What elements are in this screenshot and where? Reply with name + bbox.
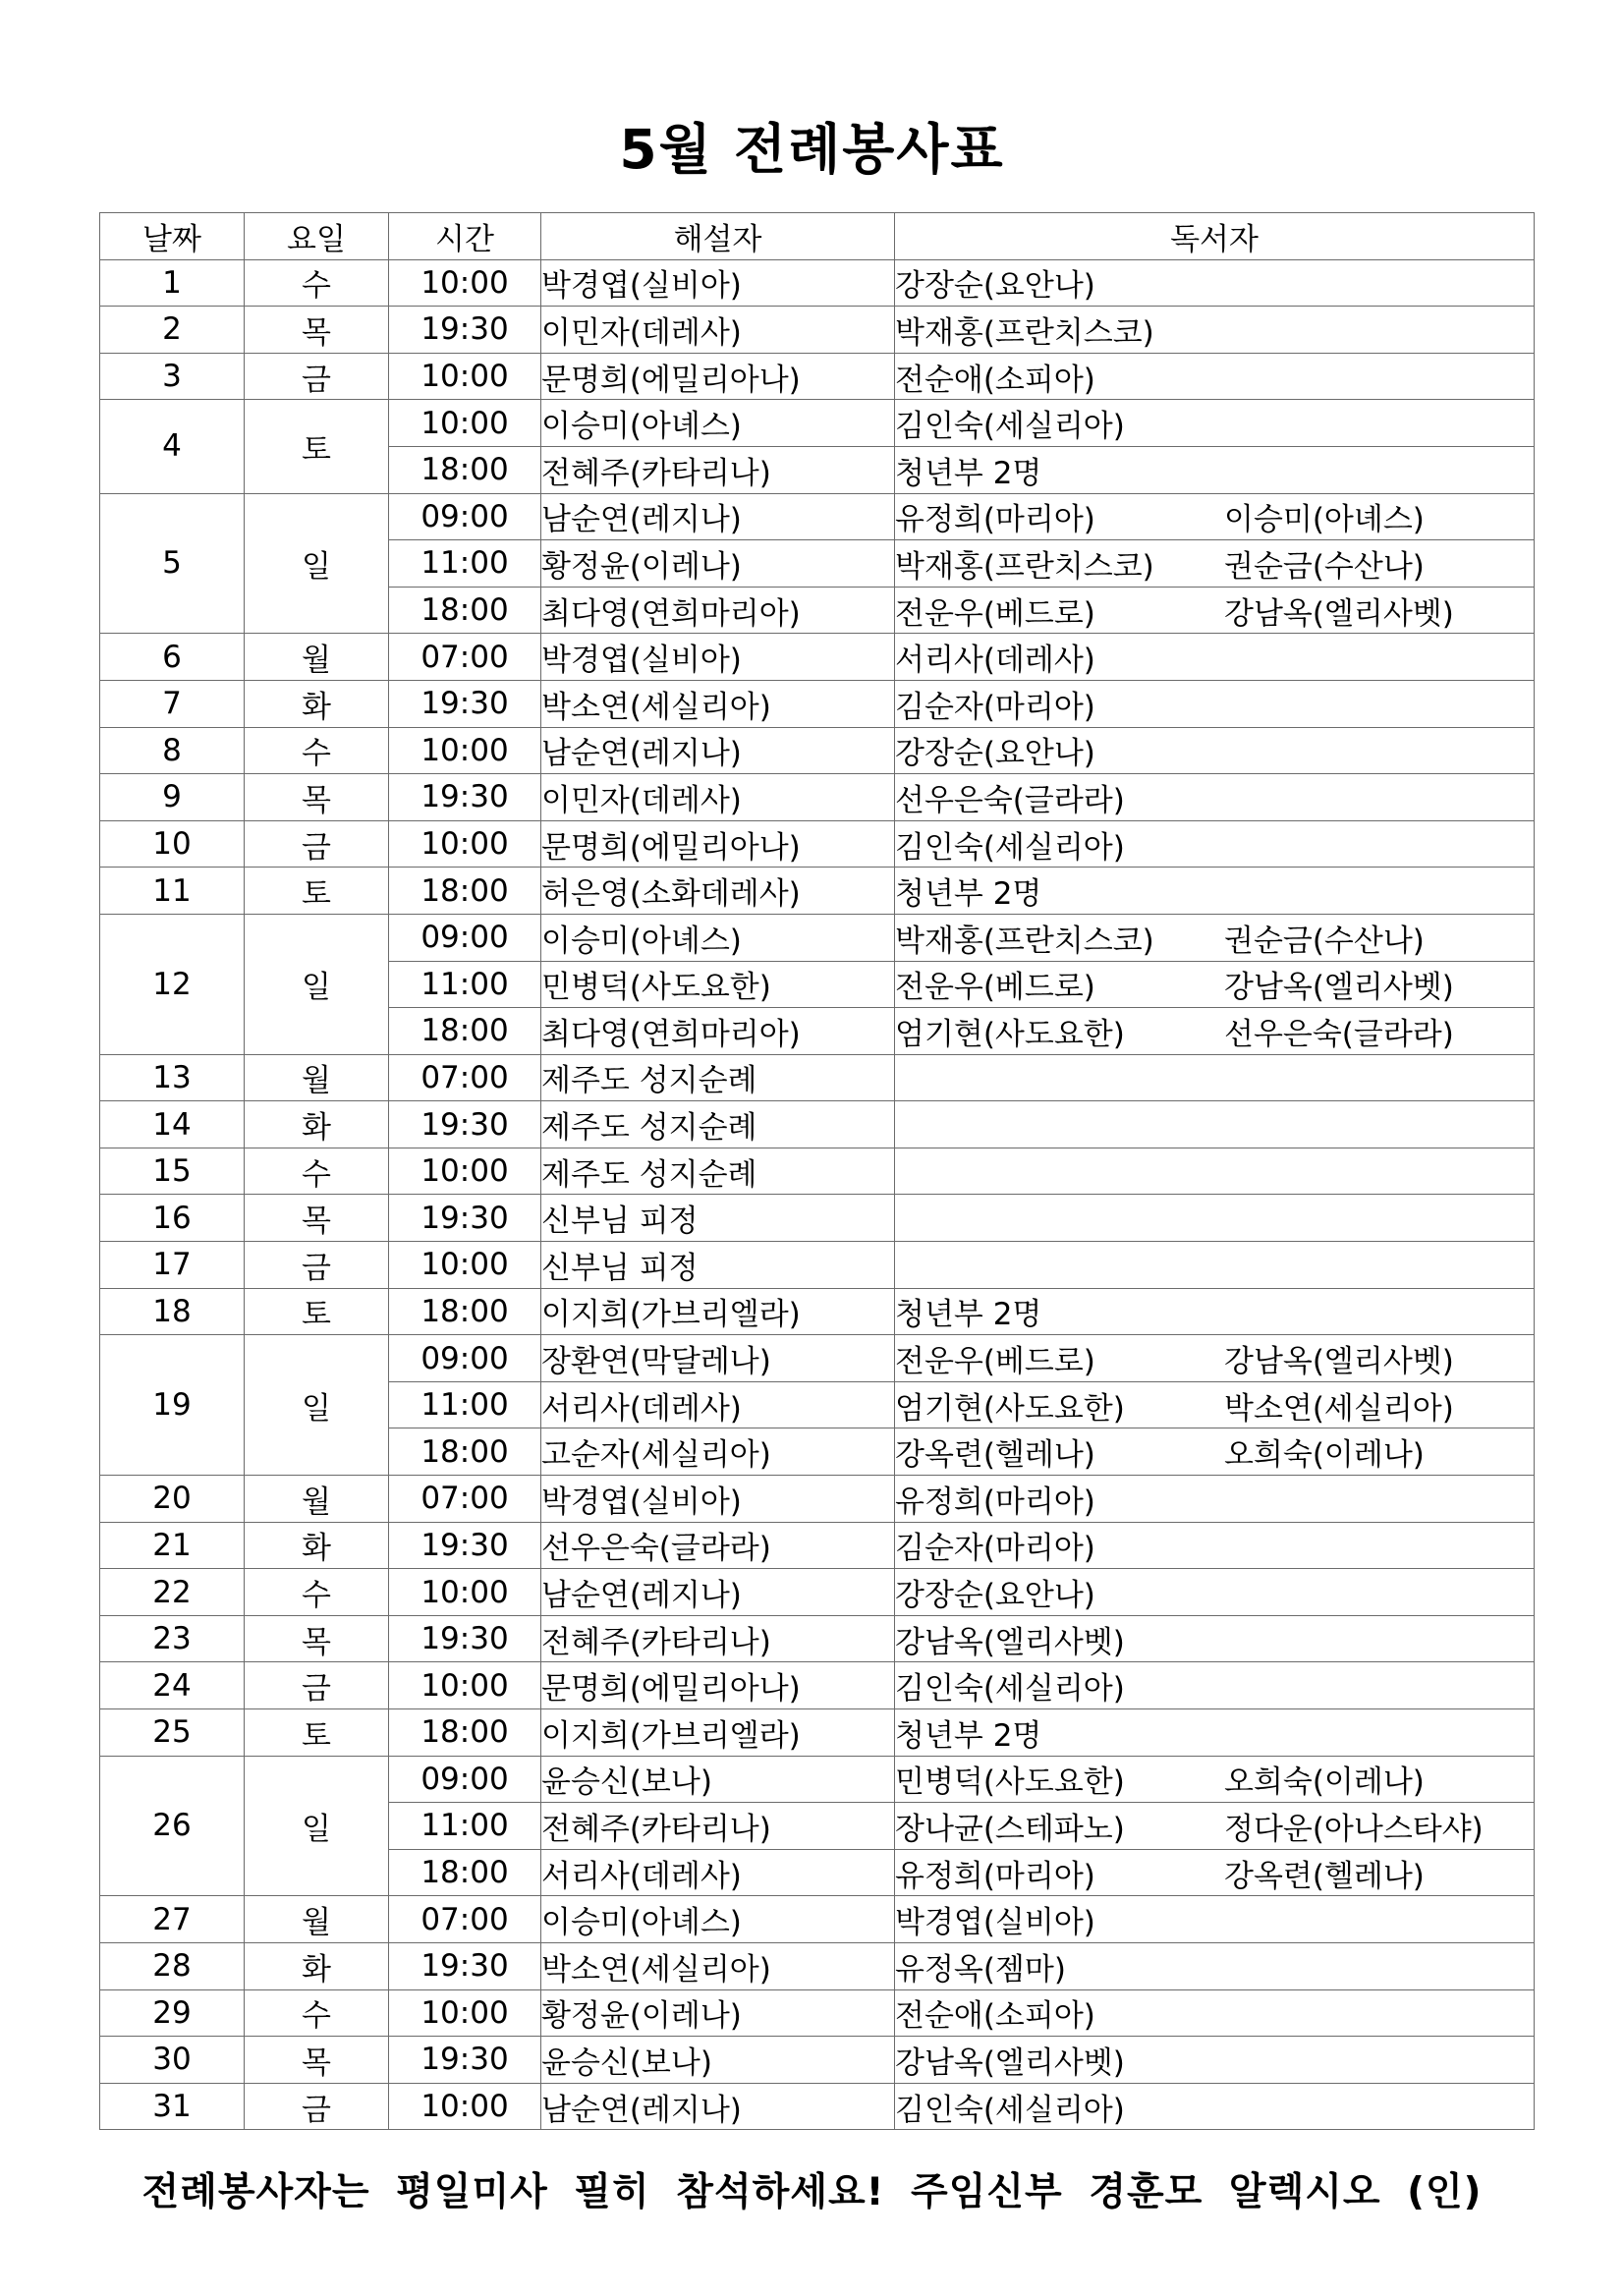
readers-cell xyxy=(895,1335,1535,1382)
commentator-cell: 이지희(가브리엘라) xyxy=(541,1288,895,1335)
reader-name: 엄기현(사도요한) xyxy=(895,1390,1125,1427)
time-cell: 19:30 xyxy=(389,2037,541,2084)
weekday-cell: 수 xyxy=(245,727,389,774)
weekday-cell: 수 xyxy=(245,1989,389,2037)
reader-name: 강남옥(엘리사벳) xyxy=(1224,970,1454,1006)
time-cell: 09:00 xyxy=(389,493,541,540)
date-cell: 29 xyxy=(100,1989,245,2037)
weekday-cell: 수 xyxy=(245,1148,389,1195)
reader-name: 강남옥(엘리사벳) xyxy=(1224,1344,1454,1380)
date-cell: 25 xyxy=(100,1709,245,1757)
date-cell: 4 xyxy=(100,400,245,493)
time-cell: 07:00 xyxy=(389,1476,541,1523)
commentator-cell: 이승미(아녜스) xyxy=(541,914,895,961)
weekday-cell: 일 xyxy=(245,1756,389,1896)
commentator-cell: 박소연(세실리아) xyxy=(541,680,895,727)
table-row xyxy=(100,1054,1535,1101)
weekday-cell: 금 xyxy=(245,2083,389,2130)
readers-cell xyxy=(895,587,1535,634)
header-readers: 독서자 xyxy=(895,213,1535,260)
weekday-cell: 금 xyxy=(245,1662,389,1709)
time-cell: 10:00 xyxy=(389,2083,541,2130)
table-row xyxy=(100,259,1535,307)
readers-cell xyxy=(895,914,1535,961)
table-row xyxy=(100,1101,1535,1148)
readers-cell xyxy=(895,1662,1535,1709)
time-cell: 19:30 xyxy=(389,680,541,727)
date-cell: 27 xyxy=(100,1896,245,1943)
readers-cell xyxy=(895,820,1535,868)
time-cell: 11:00 xyxy=(389,961,541,1008)
readers-cell xyxy=(895,1849,1535,1896)
date-cell: 18 xyxy=(100,1288,245,1335)
commentator-cell: 최다영(연희마리아) xyxy=(541,1008,895,1055)
weekday-cell: 목 xyxy=(245,2037,389,2084)
weekday-cell: 화 xyxy=(245,1942,389,1989)
table-row xyxy=(100,820,1535,868)
readers-cell xyxy=(895,634,1535,681)
reader-name: 서리사(데레사) xyxy=(895,643,1095,679)
time-cell: 19:30 xyxy=(389,774,541,821)
header-commentator: 해설자 xyxy=(541,213,895,260)
reader-name: 강남옥(엘리사벳) xyxy=(895,1624,1125,1660)
commentator-cell: 박소연(세실리아) xyxy=(541,1942,895,1989)
time-cell: 18:00 xyxy=(389,1849,541,1896)
reader-name: 권순금(수산나) xyxy=(1224,548,1425,585)
time-cell: 11:00 xyxy=(389,540,541,588)
date-cell: 9 xyxy=(100,774,245,821)
table-row xyxy=(100,1989,1535,2037)
readers-cell xyxy=(895,1288,1535,1335)
date-cell: 20 xyxy=(100,1476,245,1523)
reader-name: 정다운(아나스타샤) xyxy=(1224,1811,1484,1847)
commentator-cell: 이승미(아녜스) xyxy=(541,400,895,447)
readers-cell xyxy=(895,446,1535,493)
commentator-cell: 전혜주(카타리나) xyxy=(541,1803,895,1850)
time-cell: 07:00 xyxy=(389,634,541,681)
header-row xyxy=(100,213,1535,260)
weekday-cell: 금 xyxy=(245,1242,389,1289)
time-cell: 18:00 xyxy=(389,587,541,634)
time-cell: 18:00 xyxy=(389,1428,541,1476)
table-row xyxy=(100,1896,1535,1943)
readers-cell xyxy=(895,1195,1535,1242)
commentator-cell: 제주도 성지순례 xyxy=(541,1148,895,1195)
readers-cell xyxy=(895,540,1535,588)
date-cell: 3 xyxy=(100,353,245,400)
weekday-cell: 토 xyxy=(245,868,389,915)
date-cell: 12 xyxy=(100,914,245,1054)
reader-name: 청년부 2명 xyxy=(895,1297,1042,1333)
time-cell: 19:30 xyxy=(389,1101,541,1148)
table-row xyxy=(100,493,1535,540)
reader-name: 유정희(마리아) xyxy=(895,1484,1095,1520)
time-cell: 19:30 xyxy=(389,1942,541,1989)
reader-name: 박재홍(프란치스코) xyxy=(895,923,1154,959)
time-cell: 19:30 xyxy=(389,307,541,354)
weekday-cell: 토 xyxy=(245,400,389,493)
reader-name: 강장순(요안나) xyxy=(895,736,1095,772)
reader-name: 전운우(베드로) xyxy=(895,970,1095,1006)
commentator-cell: 전혜주(카타리나) xyxy=(541,1615,895,1662)
commentator-cell: 신부님 피정 xyxy=(541,1242,895,1289)
readers-cell xyxy=(895,961,1535,1008)
weekday-cell: 목 xyxy=(245,1195,389,1242)
weekday-cell: 월 xyxy=(245,1476,389,1523)
reader-name: 이승미(아녜스) xyxy=(1224,502,1425,538)
date-cell: 30 xyxy=(100,2037,245,2084)
header-day: 요일 xyxy=(245,213,389,260)
date-cell: 31 xyxy=(100,2083,245,2130)
commentator-cell: 문명희(에밀리아나) xyxy=(541,1662,895,1709)
weekday-cell: 일 xyxy=(245,914,389,1054)
readers-cell xyxy=(895,774,1535,821)
date-cell: 5 xyxy=(100,493,245,634)
date-cell: 23 xyxy=(100,1615,245,1662)
commentator-cell: 전혜주(카타리나) xyxy=(541,446,895,493)
reader-name: 권순금(수산나) xyxy=(1224,923,1425,959)
commentator-cell: 고순자(세실리아) xyxy=(541,1428,895,1476)
commentator-cell: 남순연(레지나) xyxy=(541,1569,895,1616)
readers-cell xyxy=(895,1054,1535,1101)
readers-cell xyxy=(895,1989,1535,2037)
commentator-cell: 박경엽(실비아) xyxy=(541,634,895,681)
commentator-cell: 선우은숙(글라라) xyxy=(541,1522,895,1569)
commentator-cell: 최다영(연희마리아) xyxy=(541,587,895,634)
readers-cell xyxy=(895,1569,1535,1616)
time-cell: 10:00 xyxy=(389,727,541,774)
readers-cell xyxy=(895,1942,1535,1989)
time-cell: 11:00 xyxy=(389,1803,541,1850)
time-cell: 07:00 xyxy=(389,1896,541,1943)
reader-name: 유정희(마리아) xyxy=(895,1858,1095,1894)
reader-name: 김순자(마리아) xyxy=(895,689,1095,725)
reader-name: 오희숙(이레나) xyxy=(1224,1437,1425,1474)
weekday-cell: 화 xyxy=(245,680,389,727)
date-cell: 10 xyxy=(100,820,245,868)
date-cell: 14 xyxy=(100,1101,245,1148)
time-cell: 18:00 xyxy=(389,868,541,915)
reader-name: 강장순(요안나) xyxy=(895,268,1095,305)
table-row xyxy=(100,1195,1535,1242)
table-row xyxy=(100,1942,1535,1989)
time-cell: 10:00 xyxy=(389,820,541,868)
table-row xyxy=(100,2083,1535,2130)
readers-cell xyxy=(895,1709,1535,1757)
reader-name: 강옥련(헬레나) xyxy=(1224,1858,1425,1894)
schedule-body xyxy=(100,259,1535,2130)
table-row xyxy=(100,1335,1535,1382)
readers-cell xyxy=(895,868,1535,915)
weekday-cell: 수 xyxy=(245,259,389,307)
weekday-cell: 일 xyxy=(245,1335,389,1476)
commentator-cell: 남순연(레지나) xyxy=(541,493,895,540)
commentator-cell: 남순연(레지나) xyxy=(541,2083,895,2130)
table-row xyxy=(100,680,1535,727)
weekday-cell: 금 xyxy=(245,353,389,400)
reader-name: 강옥련(헬레나) xyxy=(895,1437,1095,1474)
table-row xyxy=(100,1569,1535,1616)
reader-name: 선우은숙(글라라) xyxy=(895,782,1125,818)
commentator-cell: 이민자(데레사) xyxy=(541,307,895,354)
weekday-cell: 목 xyxy=(245,774,389,821)
reader-name: 오희숙(이레나) xyxy=(1224,1764,1425,1801)
weekday-cell: 화 xyxy=(245,1522,389,1569)
table-row xyxy=(100,868,1535,915)
readers-cell xyxy=(895,1428,1535,1476)
reader-name: 박소연(세실리아) xyxy=(1224,1390,1454,1427)
commentator-cell: 서리사(데레사) xyxy=(541,1849,895,1896)
readers-cell xyxy=(895,2083,1535,2130)
time-cell: 18:00 xyxy=(389,1288,541,1335)
reader-name: 전순애(소피아) xyxy=(895,1998,1095,2035)
time-cell: 10:00 xyxy=(389,353,541,400)
time-cell: 10:00 xyxy=(389,1148,541,1195)
weekday-cell: 토 xyxy=(245,1288,389,1335)
reader-name: 김순자(마리아) xyxy=(895,1531,1095,1567)
date-cell: 8 xyxy=(100,727,245,774)
time-cell: 19:30 xyxy=(389,1615,541,1662)
readers-cell xyxy=(895,1101,1535,1148)
reader-name: 청년부 2명 xyxy=(895,455,1042,491)
commentator-cell: 박경엽(실비아) xyxy=(541,1476,895,1523)
commentator-cell: 허은영(소화데레사) xyxy=(541,868,895,915)
commentator-cell: 신부님 피정 xyxy=(541,1195,895,1242)
date-cell: 26 xyxy=(100,1756,245,1896)
schedule-table xyxy=(99,212,1535,2130)
reader-name: 유정희(마리아) xyxy=(895,502,1095,538)
table-row xyxy=(100,634,1535,681)
weekday-cell: 수 xyxy=(245,1569,389,1616)
date-cell: 21 xyxy=(100,1522,245,1569)
reader-name: 민병덕(사도요한) xyxy=(895,1764,1125,1801)
reader-name: 전운우(베드로) xyxy=(895,595,1095,632)
reader-name: 청년부 2명 xyxy=(895,1717,1042,1754)
weekday-cell: 목 xyxy=(245,1615,389,1662)
table-row xyxy=(100,400,1535,447)
weekday-cell: 월 xyxy=(245,1896,389,1943)
table-row xyxy=(100,727,1535,774)
time-cell: 10:00 xyxy=(389,1569,541,1616)
reader-name: 유정옥(젬마) xyxy=(895,1951,1066,1988)
commentator-cell: 황정윤(이레나) xyxy=(541,1989,895,2037)
weekday-cell: 금 xyxy=(245,820,389,868)
reader-name: 박재홍(프란치스코) xyxy=(895,314,1154,351)
date-cell: 11 xyxy=(100,868,245,915)
readers-cell xyxy=(895,1148,1535,1195)
reader-name: 박재홍(프란치스코) xyxy=(895,548,1154,585)
readers-cell xyxy=(895,259,1535,307)
date-cell: 22 xyxy=(100,1569,245,1616)
time-cell: 10:00 xyxy=(389,1662,541,1709)
date-cell: 19 xyxy=(100,1335,245,1476)
weekday-cell: 일 xyxy=(245,493,389,634)
commentator-cell: 이민자(데레사) xyxy=(541,774,895,821)
readers-cell xyxy=(895,1476,1535,1523)
table-row xyxy=(100,1709,1535,1757)
date-cell: 17 xyxy=(100,1242,245,1289)
table-row xyxy=(100,353,1535,400)
reader-name: 강남옥(엘리사벳) xyxy=(895,2044,1125,2081)
readers-cell xyxy=(895,727,1535,774)
table-row xyxy=(100,774,1535,821)
readers-cell xyxy=(895,1896,1535,1943)
time-cell: 18:00 xyxy=(389,446,541,493)
header-time: 시간 xyxy=(389,213,541,260)
commentator-cell: 문명희(에밀리아나) xyxy=(541,353,895,400)
date-cell: 24 xyxy=(100,1662,245,1709)
time-cell: 09:00 xyxy=(389,1756,541,1803)
readers-cell xyxy=(895,400,1535,447)
readers-cell xyxy=(895,1381,1535,1428)
reader-name: 엄기현(사도요한) xyxy=(895,1016,1125,1052)
time-cell: 19:30 xyxy=(389,1195,541,1242)
commentator-cell: 윤승신(보나) xyxy=(541,1756,895,1803)
date-cell: 2 xyxy=(100,307,245,354)
time-cell: 18:00 xyxy=(389,1008,541,1055)
page-title: 5월 전례봉사표 xyxy=(619,118,1005,181)
commentator-cell: 장환연(막달레나) xyxy=(541,1335,895,1382)
time-cell: 18:00 xyxy=(389,1709,541,1757)
date-cell: 1 xyxy=(100,259,245,307)
time-cell: 09:00 xyxy=(389,914,541,961)
commentator-cell: 황정윤(이레나) xyxy=(541,540,895,588)
table-row xyxy=(100,1615,1535,1662)
table-row xyxy=(100,2037,1535,2084)
reader-name: 청년부 2명 xyxy=(895,876,1042,913)
reader-name: 선우은숙(글라라) xyxy=(1224,1016,1454,1052)
date-cell: 15 xyxy=(100,1148,245,1195)
commentator-cell: 윤승신(보나) xyxy=(541,2037,895,2084)
readers-cell xyxy=(895,1756,1535,1803)
readers-cell xyxy=(895,493,1535,540)
reader-name: 강남옥(엘리사벳) xyxy=(1224,595,1454,632)
table-row xyxy=(100,914,1535,961)
table-row xyxy=(100,1522,1535,1569)
time-cell: 19:30 xyxy=(389,1522,541,1569)
reader-name: 전운우(베드로) xyxy=(895,1344,1095,1380)
date-cell: 7 xyxy=(100,680,245,727)
weekday-cell: 월 xyxy=(245,1054,389,1101)
commentator-cell: 민병덕(사도요한) xyxy=(541,961,895,1008)
readers-cell xyxy=(895,353,1535,400)
commentator-cell: 서리사(데레사) xyxy=(541,1381,895,1428)
time-cell: 10:00 xyxy=(389,259,541,307)
reader-name: 김인숙(세실리아) xyxy=(895,409,1125,445)
date-cell: 16 xyxy=(100,1195,245,1242)
table-row xyxy=(100,1756,1535,1803)
commentator-cell: 남순연(레지나) xyxy=(541,727,895,774)
readers-cell xyxy=(895,1803,1535,1850)
table-row xyxy=(100,1662,1535,1709)
reader-name: 전순애(소피아) xyxy=(895,362,1095,398)
footer-note: 전례봉사자는 평일미사 필히 참석하세요! 주임신부 경훈모 알렉시오 (인) xyxy=(141,2170,1483,2214)
time-cell: 10:00 xyxy=(389,1989,541,2037)
readers-cell xyxy=(895,1242,1535,1289)
weekday-cell: 월 xyxy=(245,634,389,681)
table-row xyxy=(100,1242,1535,1289)
time-cell: 09:00 xyxy=(389,1335,541,1382)
commentator-cell: 이지희(가브리엘라) xyxy=(541,1709,895,1757)
readers-cell xyxy=(895,2037,1535,2084)
reader-name: 김인숙(세실리아) xyxy=(895,2092,1125,2128)
date-cell: 13 xyxy=(100,1054,245,1101)
date-cell: 28 xyxy=(100,1942,245,1989)
weekday-cell: 목 xyxy=(245,307,389,354)
weekday-cell: 화 xyxy=(245,1101,389,1148)
time-cell: 07:00 xyxy=(389,1054,541,1101)
commentator-cell: 이승미(아녜스) xyxy=(541,1896,895,1943)
readers-cell xyxy=(895,1615,1535,1662)
table-row xyxy=(100,1288,1535,1335)
readers-cell xyxy=(895,307,1535,354)
reader-name: 강장순(요안나) xyxy=(895,1578,1095,1614)
readers-cell xyxy=(895,1522,1535,1569)
commentator-cell: 박경엽(실비아) xyxy=(541,259,895,307)
reader-name: 박경엽(실비아) xyxy=(895,1905,1095,1941)
time-cell: 11:00 xyxy=(389,1381,541,1428)
time-cell: 10:00 xyxy=(389,1242,541,1289)
commentator-cell: 제주도 성지순례 xyxy=(541,1054,895,1101)
weekday-cell: 토 xyxy=(245,1709,389,1757)
reader-name: 김인숙(세실리아) xyxy=(895,829,1125,866)
table-row xyxy=(100,1148,1535,1195)
commentator-cell: 제주도 성지순례 xyxy=(541,1101,895,1148)
table-row xyxy=(100,1476,1535,1523)
commentator-cell: 문명희(에밀리아나) xyxy=(541,820,895,868)
header-date: 날짜 xyxy=(100,213,245,260)
reader-name: 장나균(스테파노) xyxy=(895,1811,1125,1847)
date-cell: 6 xyxy=(100,634,245,681)
reader-name: 김인숙(세실리아) xyxy=(895,1671,1125,1708)
time-cell: 10:00 xyxy=(389,400,541,447)
readers-cell xyxy=(895,680,1535,727)
table-row xyxy=(100,307,1535,354)
readers-cell xyxy=(895,1008,1535,1055)
